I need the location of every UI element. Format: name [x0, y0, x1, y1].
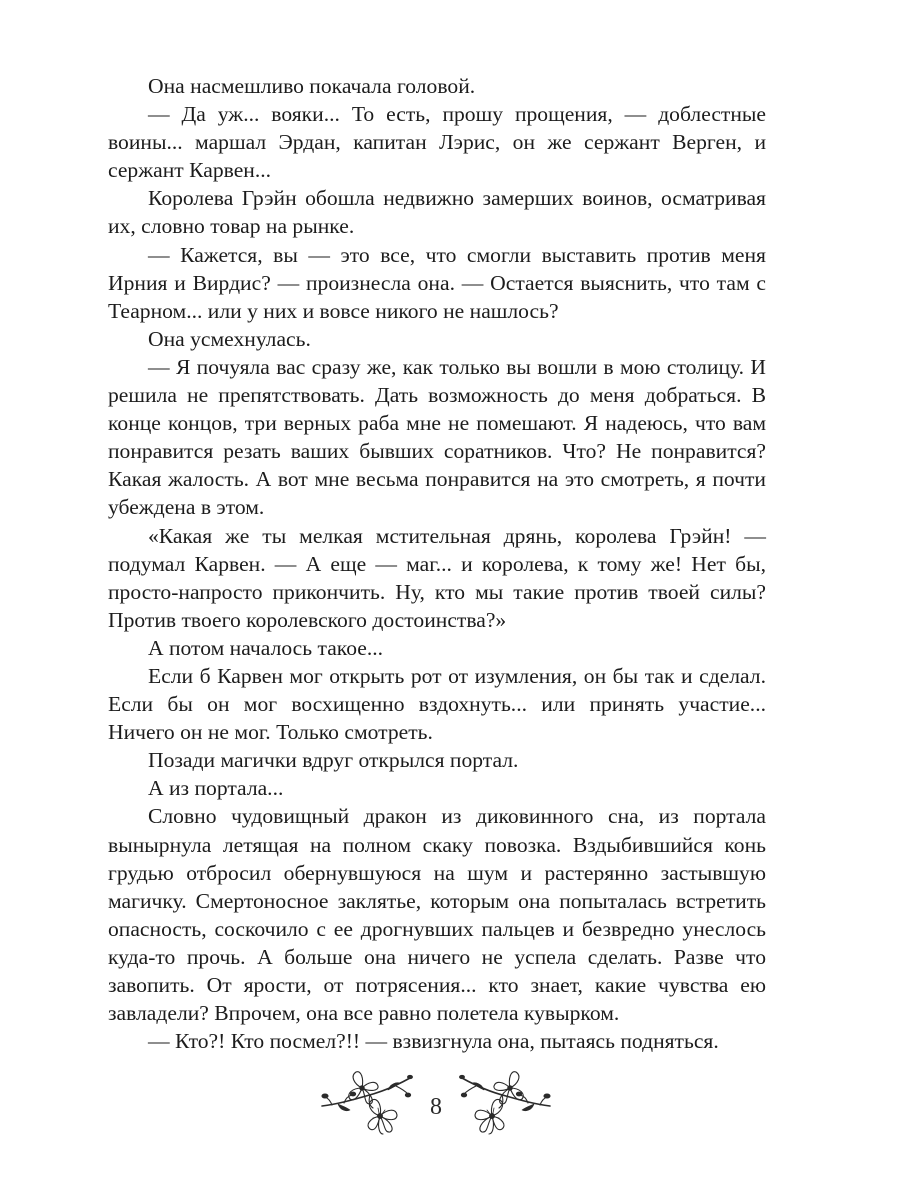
body-text — [108, 72, 766, 1055]
paragraph: — Я почуяла вас сразу же, как только вы вошли в мою столицу. И решила не препятствовать. Дать возможность до меня добраться. В конце концов, три верных раба мне не помешают. Я надеюсь, что вам понравится резать ваших бывших соратников. Что? Не понравится? Какая жалость. А вот мне весьма понравится на это смотреть, я почти убеждена в этом. — [108, 354, 766, 520]
paragraph: Она насмешливо покачала головой. — [148, 74, 476, 98]
page-number: 8 — [430, 1094, 442, 1120]
page-footer — [0, 1066, 900, 1146]
paragraph: Королева Грэйн обошла недвижно замерших воинов, осматривая их, словно товар на рынке. — [108, 186, 766, 239]
paragraph: «Какая же ты мелкая мстительная дрянь, королева Грэйн! — подумал Карвен. — А еще — маг... и королева, к тому же! Нет бы, просто-напросто прикончить. Ну, кто мы такие против твоей силы? Против твоего королевского достоинства?» — [108, 523, 766, 632]
paragraph: — Да уж... вояки... То есть, прошу прощения, — доблестные воины... маршал Эрдан, капитан Лэрис, он же сержант Верген, и сержант Карвен... — [108, 102, 766, 183]
floral-branch-icon — [458, 1066, 554, 1142]
paragraph: Если б Карвен мог открыть рот от изумления, он бы так и сделал. Если бы он мог восхищенно вздохнуть... или принять участие... Ничего он не мог. Только смотреть. — [108, 663, 766, 745]
paragraph: А из портала... — [148, 776, 284, 801]
paragraph: Она усмехнулась. — [148, 326, 311, 351]
floral-branch-icon — [318, 1066, 414, 1142]
paragraph: Позади магички вдруг открылся портал. — [148, 748, 519, 773]
paragraph: — Кажется, вы — это все, что смогли выставить против меня Ирния и Вирдис? — произнесла она. — Остается выяснить, что там с Теарном... или у них и вовсе никого не нашлось? — [108, 242, 766, 323]
paragraph: А потом началось такое... — [148, 635, 384, 660]
paragraph: — Кто?! Кто посмел?!! — взвизгнула она, пытаясь подняться. — [148, 1029, 719, 1054]
paragraph: Словно чудовищный дракон из диковинного сна, из портала вынырнула летящая на полном скаку повозка. Вздыбившийся конь грудью отбросил обернувшуюся на шум и растерянно застывшую магичку. Смертоносное заклятье, которым она попыталась встретить опасность, соскочило с ее дрогнувших пальцев и безвредно унеслось куда-то прочь. А больше она ничего не успела сделать. Разве что завопить. От ярости, от потрясения... кто знает, какие чувства ею завладели? Впрочем, она все равно полетела кувырком. — [108, 804, 766, 1026]
